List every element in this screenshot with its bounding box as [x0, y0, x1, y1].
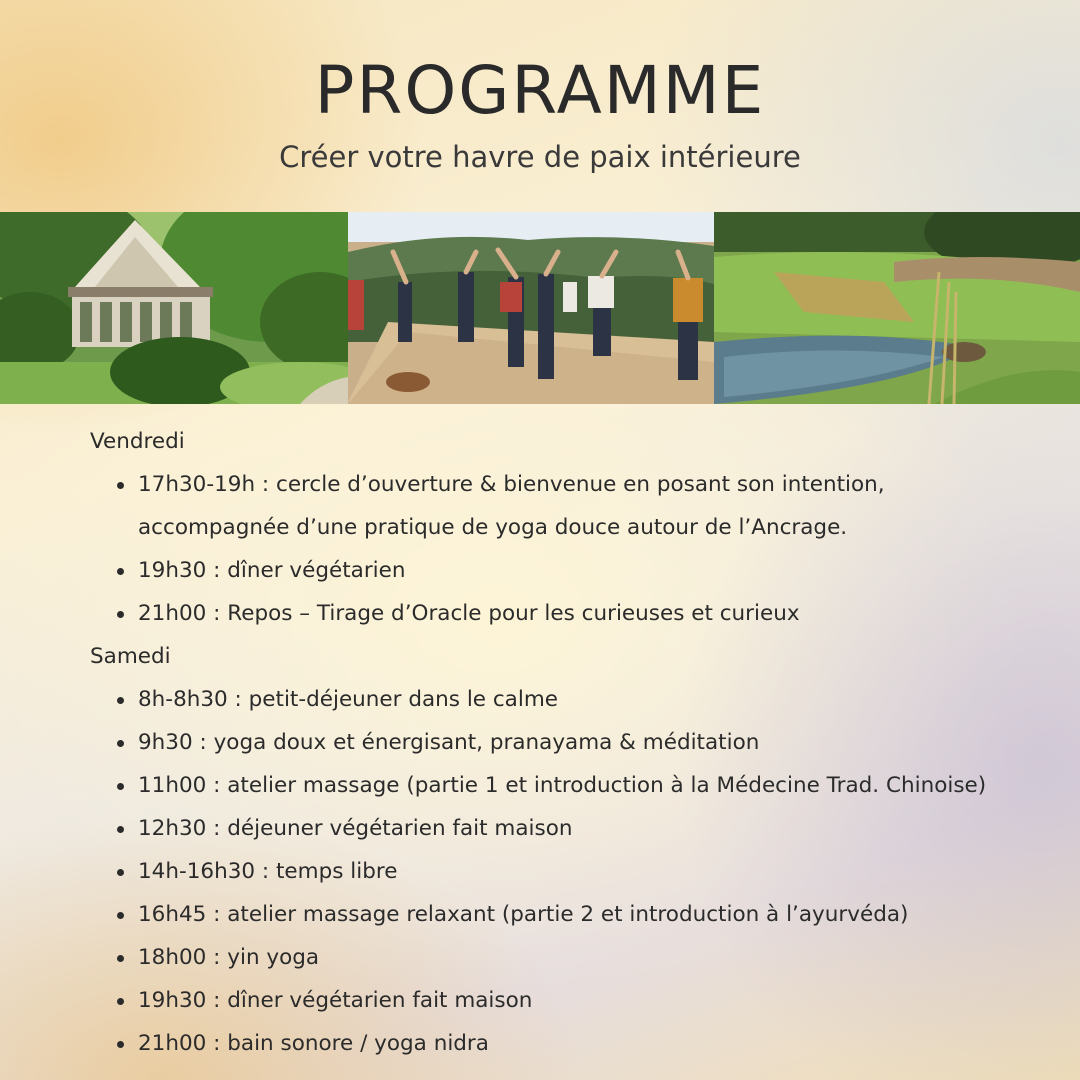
list-item	[138, 936, 1050, 979]
list-item-text: 19h30 : dîner végétarien	[138, 558, 406, 583]
bullet	[117, 998, 124, 1005]
list-item	[138, 1022, 1050, 1065]
list-item-text: 17h30-19h : cercle d’ouverture & bienvenue en posant son intention,	[138, 472, 885, 497]
page-title: PROGRAMME	[314, 52, 766, 129]
list-item-text: 18h00 : yin yoga	[138, 945, 320, 970]
list-item	[138, 850, 1050, 893]
list-item	[138, 807, 1050, 850]
list-item-text: 21h00 : bain sonore / yoga nidra	[138, 1031, 489, 1056]
list-item	[138, 549, 1050, 592]
schedule	[90, 420, 1050, 1065]
list-item	[138, 979, 1050, 1022]
day-heading-vendredi: Vendredi	[90, 429, 185, 454]
list-item-text: 8h-8h30 : petit-déjeuner dans le calme	[138, 687, 558, 712]
list-item-text: 21h00 : Repos – Tirage d’Oracle pour les curieuses et curieux	[138, 601, 800, 626]
list-item-text: 11h00 : atelier massage (partie 1 et introduction à la Médecine Trad. Chinoise)	[138, 773, 987, 798]
photo-strip	[0, 212, 1080, 404]
bullet	[117, 697, 124, 704]
list-item	[138, 721, 1050, 764]
bullet	[117, 611, 124, 618]
bullet	[117, 1041, 124, 1048]
list-item-text: 9h30 : yoga doux et énergisant, pranayama & méditation	[138, 730, 760, 755]
day-list-samedi	[90, 678, 1050, 1065]
day-list-vendredi	[90, 463, 1050, 635]
list-item-text: 19h30 : dîner végétarien fait maison	[138, 988, 533, 1013]
list-item-text: 14h-16h30 : temps libre	[138, 859, 398, 884]
bullet	[117, 955, 124, 962]
list-item	[138, 592, 1050, 635]
bullet	[117, 912, 124, 919]
pond-meadow-photo	[714, 212, 1080, 404]
list-item-text: 12h30 : déjeuner végétarien fait maison	[138, 816, 573, 841]
page-subtitle: Créer votre havre de paix intérieure	[279, 140, 801, 174]
list-item	[138, 893, 1050, 936]
bullet	[117, 826, 124, 833]
list-item	[138, 678, 1050, 721]
bullet	[117, 740, 124, 747]
day-heading-samedi: Samedi	[90, 644, 171, 669]
bullet	[117, 482, 124, 489]
list-item-text-continued: accompagnée d’une pratique de yoga douce autour de l’Ancrage.	[138, 515, 848, 540]
bullet	[117, 869, 124, 876]
list-item	[138, 764, 1050, 807]
list-item-text: 16h45 : atelier massage relaxant (partie 2 et introduction à l’ayurvéda)	[138, 902, 909, 927]
garden-gazebo-photo	[0, 212, 348, 404]
bullet	[117, 568, 124, 575]
bullet	[117, 783, 124, 790]
group-yoga-terrace-photo	[348, 212, 714, 404]
list-item	[138, 463, 1050, 549]
